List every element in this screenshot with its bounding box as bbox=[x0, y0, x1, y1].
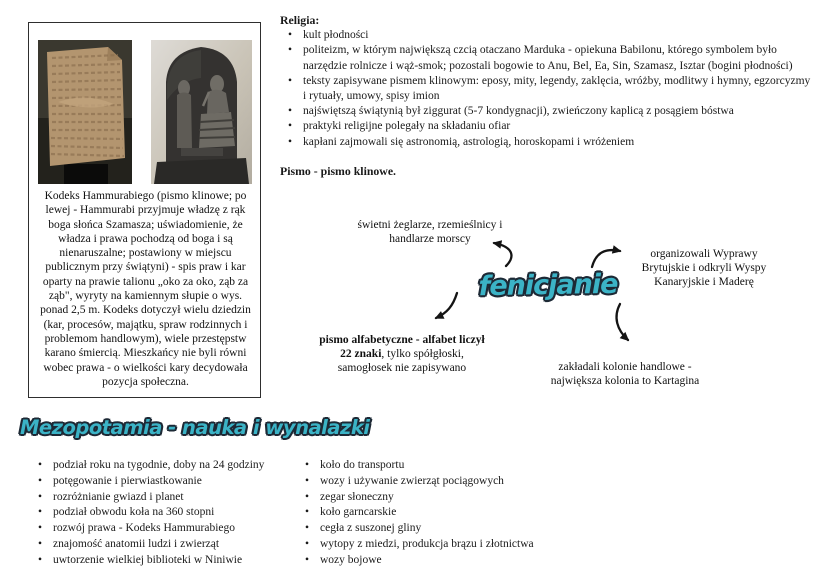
list-item: • wytopy z miedzi, produkcja brązu i złotnictwa bbox=[297, 537, 597, 553]
arrow-to-sailors-icon bbox=[494, 243, 511, 266]
religion-section bbox=[280, 13, 815, 179]
list-item: • znajomość anatomii ludzi i zwierząt bbox=[30, 537, 292, 553]
list-item: • cegła z suszonej gliny bbox=[297, 521, 597, 537]
mindmap-node-expeditions: organizowali Wyprawy Brytujskie i odkryli Wyspy Kanaryjskie i Maderę bbox=[641, 248, 767, 289]
list-item: • koło garncarskie bbox=[297, 505, 597, 521]
list-item: • zegar słoneczny bbox=[297, 490, 597, 506]
figure-photos bbox=[29, 40, 262, 184]
list-item: • kult płodności bbox=[280, 28, 815, 43]
arrow-to-colonies-icon bbox=[617, 304, 628, 340]
mindmap-node-alphabet-bold: pismo alfabetyczne - alfabet liczył 22 znaki bbox=[319, 334, 485, 361]
list-item: • koło do transportu bbox=[297, 458, 597, 474]
list-item: • uwtorzenie wielkiej biblioteki w Niniwie bbox=[30, 553, 292, 569]
list-item: • podział obwodu koła na 360 stopni bbox=[30, 505, 292, 521]
list-item: • rozwój prawa - Kodeks Hammurabiego bbox=[30, 521, 292, 537]
inventions-list-left bbox=[30, 458, 292, 569]
figure-caption: Kodeks Hammurabiego (pismo klinowe; po lewej - Hammurabi przyjmuje władzę z rąk boga słońca Szamasza; uświadomienie, że władza i prawa pochodzą od boga i są nienaruszalne; postawiony w miejscu publicznym przy świątyni) - spis praw i kar oparty na prawie talionu „oko za oko, ząb za ząb", wyryty na kamiennym słupie o wys. ponad 2,5 m. Kodeks dotyczył wielu dziedzin (kar, procesów, majątku, spraw rodzinnych i problemom handlowym), wiele przestępstw karano śmiercią. Mieszkańcy nie byli równi wobec prawa - o wielkości kary decydowała pozycja społeczna. bbox=[40, 190, 251, 388]
pismo-heading: Pismo - pismo klinowe. bbox=[280, 163, 397, 178]
cuneiform-tablet-image bbox=[38, 40, 132, 184]
arrow-to-alphabet-icon bbox=[436, 293, 457, 318]
list-item: • kapłani zajmowali się astronomią, astrologią, horoskopami i wróżeniem bbox=[280, 135, 815, 150]
list-item: • wozy i używanie zwierząt pociągowych bbox=[297, 474, 597, 490]
mindmap-node-colonies: zakładali kolonie handlowe - największa kolonia to Kartagina bbox=[550, 361, 700, 388]
inventions-list-right bbox=[297, 458, 597, 569]
list-item: • teksty zapisywane pismem klinowym: eposy, mity, legendy, zaklęcia, wróżby, modlitwy i hymny, egzorcyzmy i rytuały, umowy, spisy imion bbox=[280, 74, 815, 104]
list-item: • politeizm, w którym największą czcią otaczano Marduka - opiekuna Babilonu, którego symbolem było narzędzie rolnicze i wąż-smok; pozostali bogowie to Anu, Bel, Ea, Sin, Szamasz, Isztar (bogini płodności) bbox=[280, 43, 815, 73]
list-item: • wozy bojowe bbox=[297, 553, 597, 569]
arrow-to-expeditions-icon bbox=[592, 250, 620, 267]
cuneiform-tablet-photo bbox=[38, 40, 132, 184]
list-item: • najświętszą świątynią był ziggurat (5-7 kondygnacji), zwieńczony kaplicą z posągiem bóstwa bbox=[280, 104, 815, 119]
mindmap-node-sailors: świetni żeglarze, rzemieślnicy i handlarze morscy bbox=[357, 219, 503, 246]
mesopotamia-heading: Mezopotamia - nauka i wynalazki bbox=[20, 416, 370, 439]
religion-heading: Religia: bbox=[280, 13, 320, 27]
religion-list bbox=[280, 28, 815, 150]
hammurabi-stele-image bbox=[151, 40, 252, 184]
hammurabi-figure-box bbox=[28, 22, 261, 398]
list-item: • rozróżnianie gwiazd i planet bbox=[30, 490, 292, 506]
list-item: • potęgowanie i pierwiastkowanie bbox=[30, 474, 292, 490]
mindmap-center-title: fenicjanie bbox=[478, 268, 618, 303]
list-item: • praktyki religijne polegały na składaniu ofiar bbox=[280, 119, 815, 134]
list-item: • podział roku na tygodnie, doby na 24 godziny bbox=[30, 458, 292, 474]
mindmap-node-alphabet bbox=[318, 333, 486, 376]
hammurabi-stele-photo bbox=[151, 40, 252, 184]
mindmap-node-alphabet-rest: , tylko spółgłoski, samogłosek nie zapisywano bbox=[337, 348, 467, 375]
